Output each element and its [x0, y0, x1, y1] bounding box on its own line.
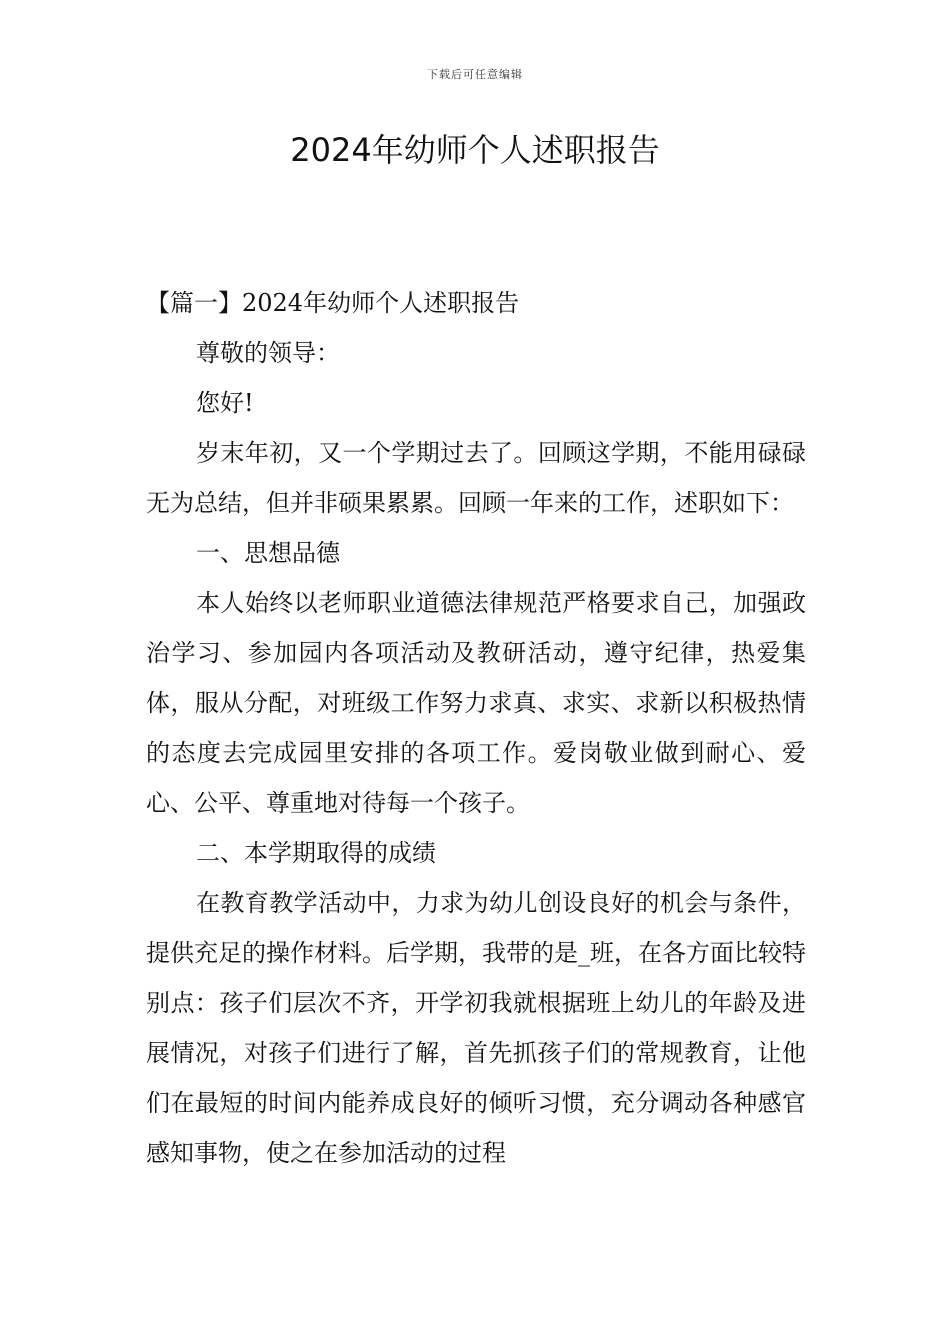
subheading-achievements: 二、本学期取得的成绩 — [196, 839, 436, 867]
intro-paragraph: 岁末年初，又一个学期过去了。回顾这学期，不能用碌碌无为总结，但并非硕果累累。回顾一年来的工作，述职如下： — [146, 439, 806, 517]
subheading-ideology: 一、思想品德 — [196, 539, 340, 567]
achievements-paragraph: 在教育教学活动中，力求为幼儿创设良好的机会与条件，提供充足的操作材料。后学期，我带的是_班，在各方面比较特别点：孩子们层次不齐，开学初我就根据班上幼儿的年龄及进展情况，对孩子们进行了解，首先抓孩子们的常规教育，让他们在最短的时间内能养成良好的倾听习惯，充分调动各种感官感知事物，使之在参加活动的过程 — [146, 889, 806, 1167]
header-note: 下载后可任意编辑 — [427, 68, 523, 81]
section-heading: 【篇一】2024年幼师个人述职报告 — [146, 289, 520, 317]
greeting: 您好! — [196, 389, 254, 417]
salutation: 尊敬的领导： — [196, 339, 340, 367]
ideology-paragraph: 本人始终以老师职业道德法律规范严格要求自己，加强政治学习、参加园内各项活动及教研活动，遵守纪律，热爱集体，服从分配，对班级工作努力求真、求实、求新以积极热情的态度去完成园里安排的各项工作。爱岗敬业做到耐心、爱心、公平、尊重地对待每一个孩子。 — [146, 589, 806, 817]
document-body — [146, 278, 806, 1178]
document-title: 2024年幼师个人述职报告 — [290, 131, 660, 169]
